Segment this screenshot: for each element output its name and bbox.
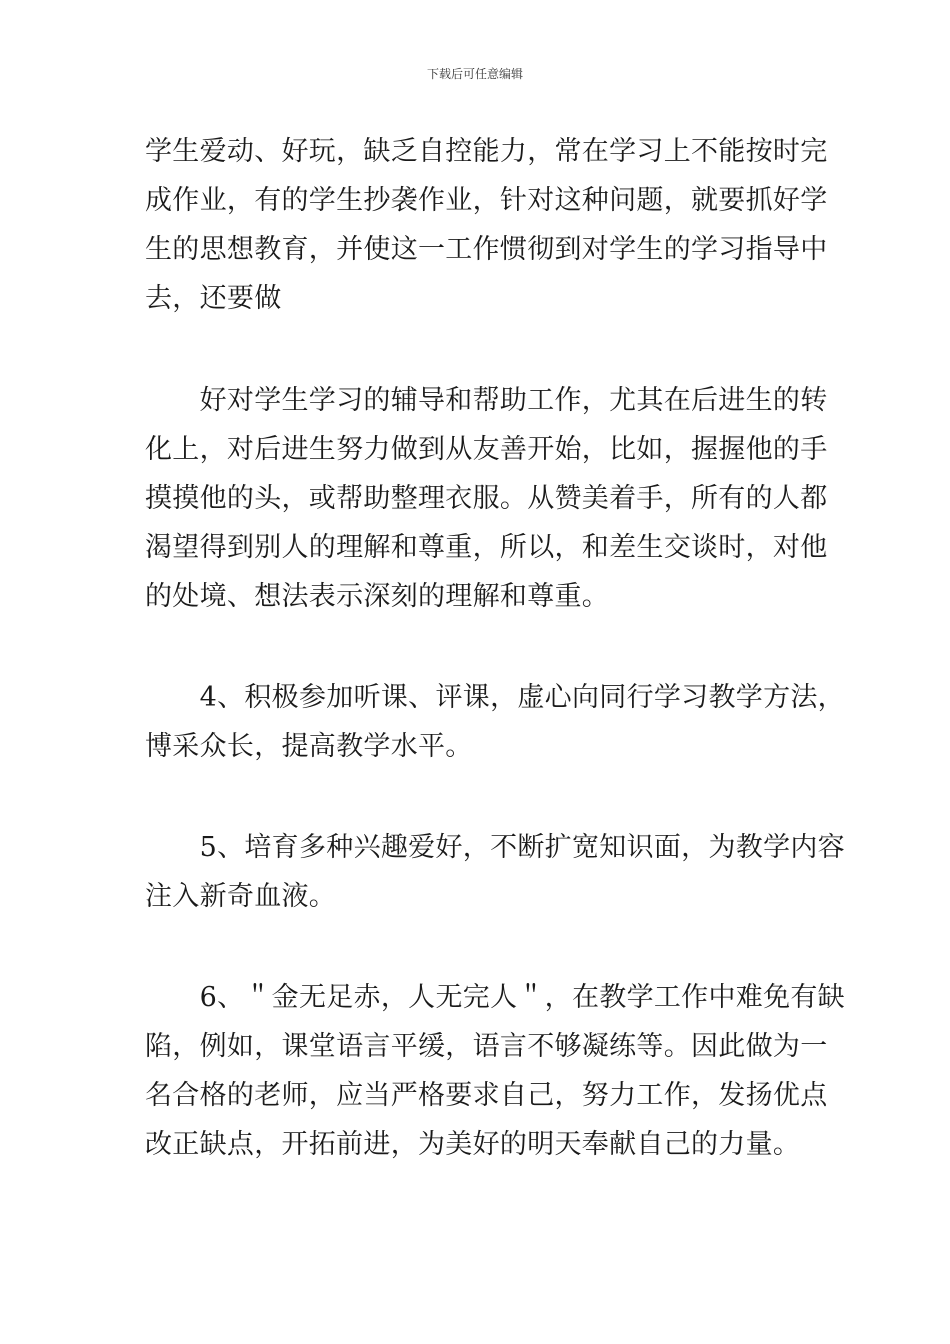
paragraph-line: 生的思想教育，并使这一工作惯彻到对学生的学习指导中 <box>145 234 828 265</box>
paragraph-line: 4、积极参加听课、评课，虚心向同行学习教学方法， <box>145 682 845 713</box>
paragraph-line: 5、培育多种兴趣爱好，不断扩宽知识面，为教学内容 <box>145 832 845 863</box>
paragraph-line: 渴望得到别人的理解和尊重，所以，和差生交谈时，对他 <box>145 532 828 563</box>
paragraph-line: 好对学生学习的辅导和帮助工作，尤其在后进生的转 <box>145 385 828 416</box>
paragraph-line: 名合格的老师，应当严格要求自己，努力工作，发扬优点 <box>145 1080 828 1111</box>
paragraph-line: 去，还要做 <box>145 283 282 314</box>
paragraph-line: 化上，对后进生努力做到从友善开始，比如，握握他的手 <box>145 434 828 465</box>
paragraph-line: 的处境、想法表示深刻的理解和尊重。 <box>145 581 610 612</box>
paragraph-line: 注入新奇血液。 <box>145 881 337 912</box>
page-header-note: 下载后可任意编辑 <box>426 67 523 81</box>
paragraph-line: 成作业，有的学生抄袭作业，针对这种问题，就要抓好学 <box>145 185 828 216</box>
paragraph-line: 6、＂金无足赤，人无完人＂，在教学工作中难免有缺 <box>145 982 845 1013</box>
paragraph-line: 改正缺点，开拓前进，为美好的明天奉献自己的力量。 <box>145 1129 801 1160</box>
paragraph-line: 陷，例如，课堂语言平缓，语言不够凝练等。因此做为一 <box>145 1031 828 1062</box>
paragraph-line: 博采众长，提高教学水平。 <box>145 731 473 762</box>
paragraph-line: 学生爱动、好玩，缺乏自控能力，常在学习上不能按时完 <box>145 136 828 167</box>
paragraph-line: 摸摸他的头，或帮助整理衣服。从赞美着手，所有的人都 <box>145 483 828 514</box>
